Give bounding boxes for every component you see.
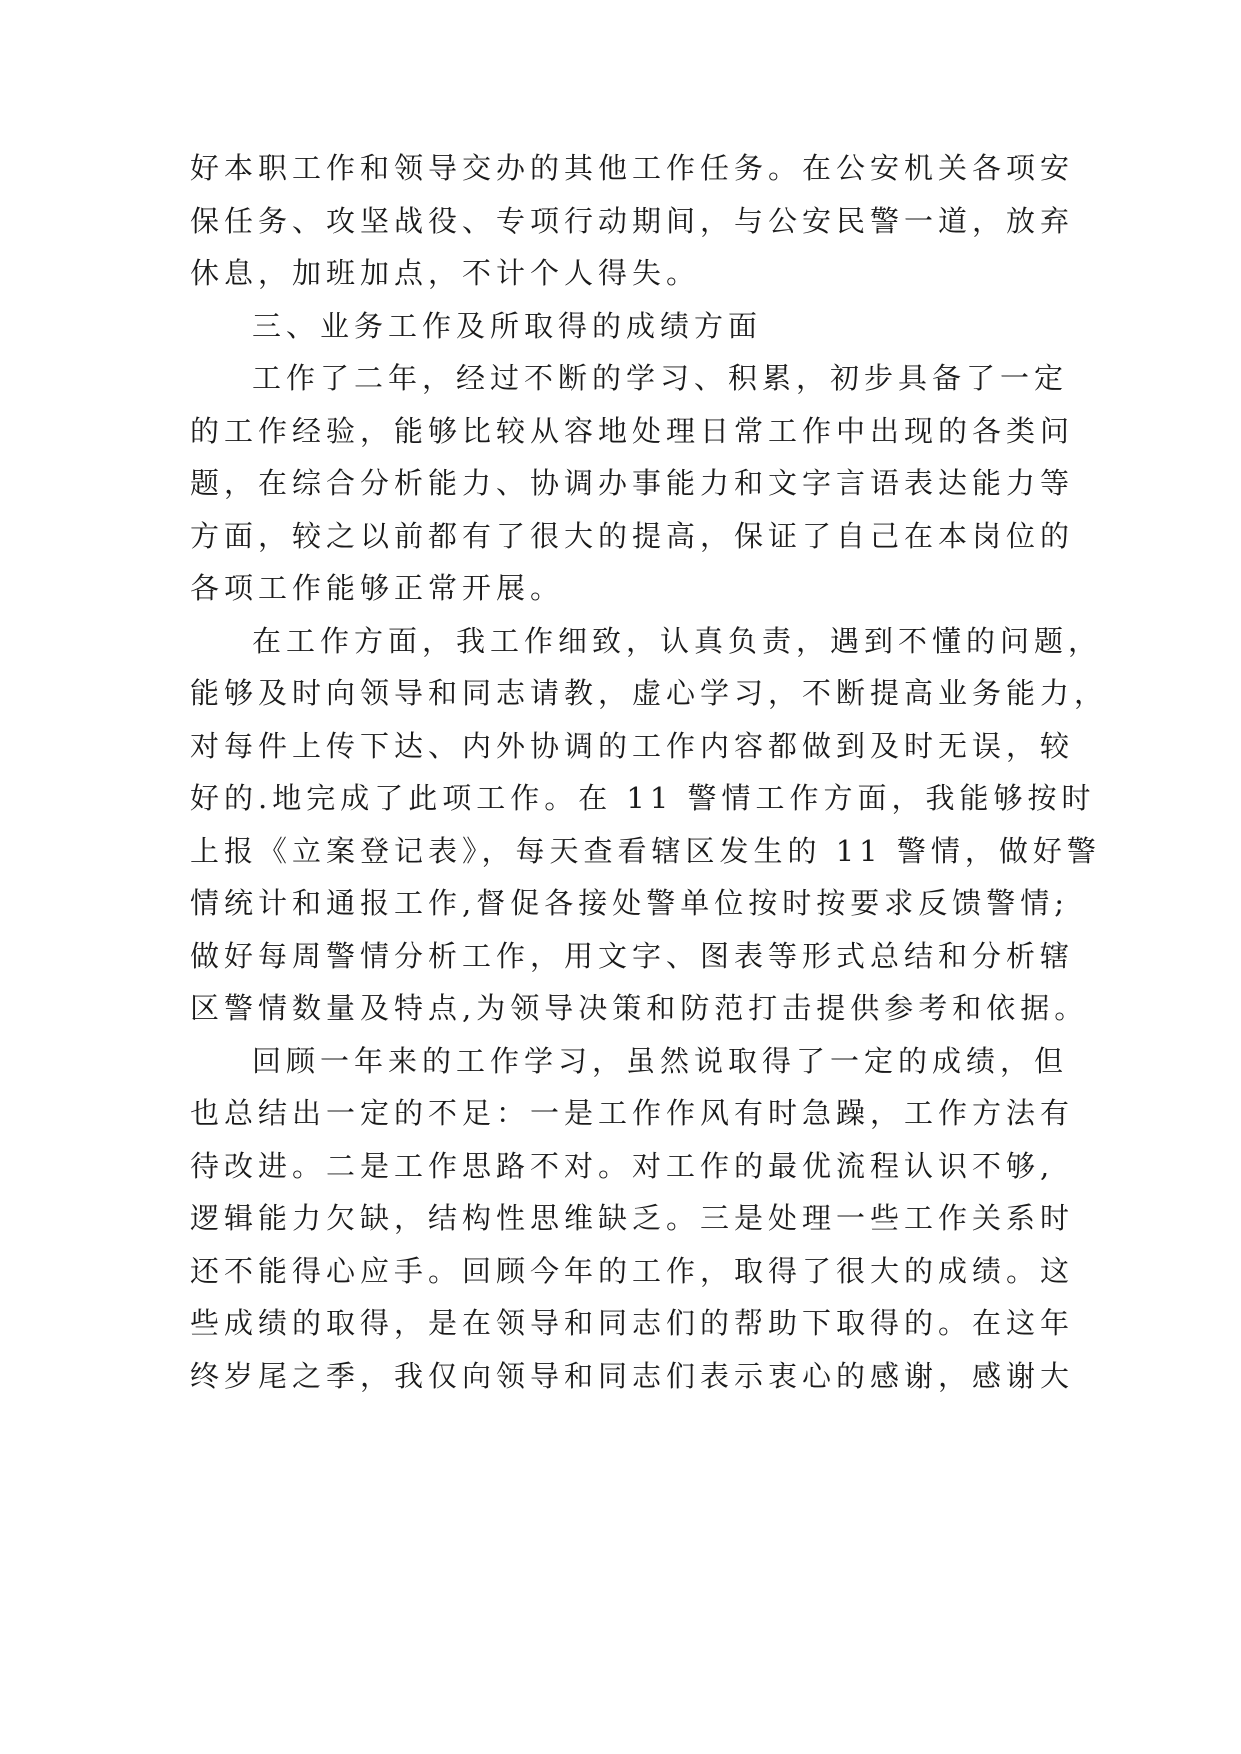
text-line: 的工作经验，能够比较从容地处理日常工作中出现的各类问 — [190, 414, 1075, 448]
text-line: 休息，加班加点，不计个人得失。 — [190, 256, 701, 290]
text-line: 待改进。二是工作思路不对。对工作的最优流程认识不够, — [190, 1149, 1055, 1183]
text-line: 保任务、攻坚战役、专项行动期间，与公安民警一道，放弃 — [190, 204, 1075, 238]
text-line: 逻辑能力欠缺，结构性思维缺乏。三是处理一些工作关系时 — [190, 1201, 1075, 1235]
text-line: 做好每周警情分析工作，用文字、图表等形式总结和分析辖 — [190, 939, 1075, 973]
text-line: 各项工作能够正常开展。 — [190, 571, 565, 605]
text-line: 些成绩的取得，是在领导和同志们的帮助下取得的。在这年 — [190, 1306, 1075, 1340]
text-line: 还不能得心应手。回顾今年的工作，取得了很大的成绩。这 — [190, 1254, 1075, 1288]
text-line: 情统计和通报工作,督促各接处警单位按时按要求反馈警情; — [190, 886, 1069, 920]
text-line: 回顾一年来的工作学习，虽然说取得了一定的成绩，但 — [252, 1044, 1069, 1078]
text-line: 也总结出一定的不足：一是工作作风有时急躁，工作方法有 — [190, 1096, 1075, 1130]
text-line: 方面，较之以前都有了很大的提高，保证了自己在本岗位的 — [190, 519, 1075, 553]
text-line: 在工作方面，我工作细致，认真负责，遇到不懂的问题， — [252, 624, 1103, 658]
text-line: 区警情数量及特点,为领导决策和防范打击提供参考和依据。 — [190, 991, 1089, 1025]
text-line: 好本职工作和领导交办的其他工作任务。在公安机关各项安 — [190, 151, 1075, 185]
text-line: 能够及时向领导和同志请教，虚心学习，不断提高业务能力， — [190, 676, 1109, 710]
text-line: 题，在综合分析能力、协调办事能力和文字言语表达能力等 — [190, 466, 1075, 500]
text-line: 对每件上传下达、内外协调的工作内容都做到及时无误，较 — [190, 729, 1075, 763]
text-line: 好的.地完成了此项工作。在 11 警情工作方面，我能够按时 — [190, 781, 1096, 815]
section-heading: 三、业务工作及所取得的成绩方面 — [252, 309, 763, 343]
text-line: 终岁尾之季，我仅向领导和同志们表示衷心的感谢，感谢大 — [190, 1359, 1075, 1393]
text-line: 工作了二年，经过不断的学习、积累，初步具备了一定 — [252, 361, 1069, 395]
text-line: 上报《立案登记表》，每天查看辖区发生的 11 警情，做好警 — [190, 834, 1101, 868]
